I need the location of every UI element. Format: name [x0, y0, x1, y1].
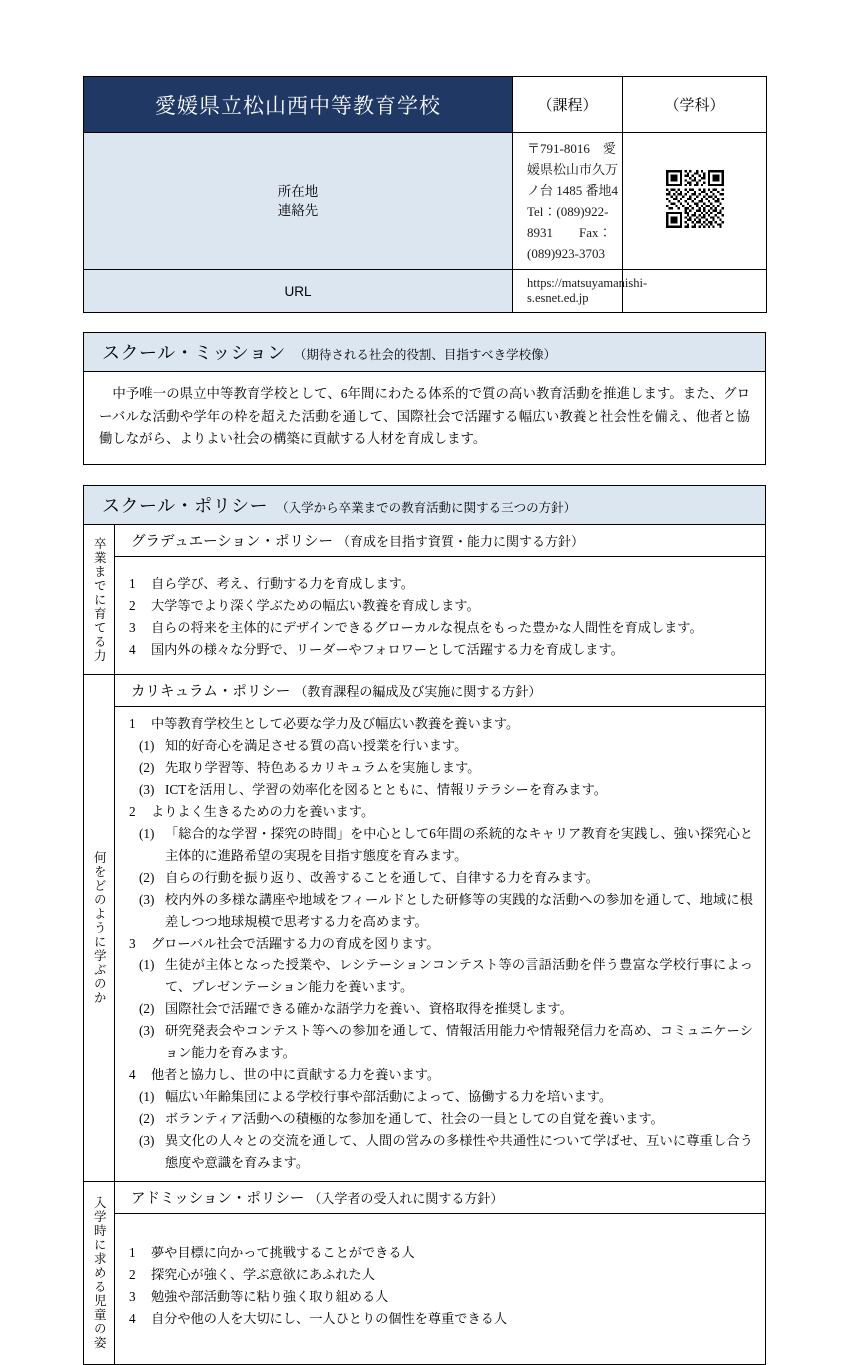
header-address-row — [84, 133, 767, 270]
item-text: 先取り学習等、特色あるカリキュラムを実施します。 — [165, 760, 481, 776]
course-cell — [513, 77, 623, 133]
item-text: 大学等でより深く学ぶための幅広い教養を育成します。 — [151, 597, 480, 613]
list-item — [129, 933, 753, 955]
address-line-2: Tel：(089)922-8931 Fax：(089)923-3703 — [527, 204, 612, 262]
school-policy-subtitle: （入学から卒業までの教育活動に関する三つの方針） — [276, 500, 577, 515]
address-line-1: 〒791-8016 愛媛県松山市久万ノ台 1485 番地4 — [527, 141, 619, 199]
item-text: グローバル社会で活躍する力の育成を図ります。 — [151, 935, 440, 951]
list-item — [129, 1286, 753, 1308]
list-item — [129, 639, 753, 661]
item-number: 1 — [129, 1245, 136, 1261]
graduation-policy-content — [115, 525, 766, 675]
item-number: 3 — [129, 619, 136, 635]
url-label-cell — [84, 270, 513, 313]
item-text: 生徒が主体となった授業や、レシテーションコンテスト等の言語活動を伴う豊富な学校行事によって、プレゼンテーション能力を養います。 — [165, 957, 753, 995]
item-text: 自ら学び、考え、行動する力を育成します。 — [151, 575, 414, 591]
item-number: (2) — [139, 869, 155, 885]
graduation-policy-heading — [115, 525, 765, 557]
list-item — [129, 617, 753, 639]
admission-policy-heading-sub: （入学者の受入れに関する方針） — [308, 1191, 504, 1207]
graduation-policy-heading-sub: （育成を目指す資質・能力に関する方針） — [336, 533, 584, 549]
address-label-line1: 所在地 — [277, 183, 319, 199]
list-item — [129, 998, 753, 1020]
list-item — [129, 801, 753, 823]
list-item — [129, 595, 753, 617]
item-number: 4 — [129, 1311, 136, 1327]
item-number: (1) — [139, 738, 155, 754]
address-label-cell — [84, 133, 513, 270]
spacer-after-mission — [83, 465, 766, 485]
item-text: 他者と協力し、世の中に貢献する力を養います。 — [151, 1066, 441, 1082]
list-item — [129, 954, 753, 998]
school-policy-banner-box — [83, 485, 766, 525]
curriculum-policy-heading — [115, 675, 765, 707]
item-text: 国内外の様々な分野で、リーダーやフォロワーとして活躍する力を育成します。 — [151, 641, 624, 657]
header-url-row — [84, 270, 767, 313]
course-label: （課程） — [537, 97, 598, 114]
admission-policy-heading-main: アドミッション・ポリシー — [131, 1191, 305, 1208]
graduation-policy-heading-main: グラデュエーション・ポリシー — [131, 533, 333, 550]
admission-policy-heading — [115, 1182, 765, 1214]
qr-code-icon — [666, 170, 724, 228]
list-item — [129, 1130, 753, 1174]
item-number: 1 — [129, 575, 136, 591]
admission-vertical-label: 入学時に求める児童の姿 — [92, 1196, 107, 1351]
item-text: 探究心が強く、学ぶ意欲にあふれた人 — [151, 1267, 375, 1283]
list-item — [129, 867, 753, 889]
list-item — [129, 1064, 753, 1086]
list-item — [129, 713, 753, 735]
item-text: ICTを活用し、学習の効率化を図るとともに、情報リテラシーを育みます。 — [165, 782, 607, 798]
school-policy-table — [83, 525, 766, 1365]
list-item — [129, 1264, 753, 1286]
graduation-vertical-label: 卒業までに育てる力 — [92, 536, 107, 663]
curriculum-policy-content — [115, 675, 766, 1182]
school-url[interactable]: https://matsuyamanishi-s.esnet.ed.jp — [527, 276, 648, 306]
school-policy-title: スクール・ポリシー — [102, 495, 269, 516]
item-text: 幅広い年齢集団による学校行事や部活動によって、協働する力を培います。 — [165, 1088, 613, 1104]
admission-vertical-label-cell — [84, 1182, 115, 1365]
list-item — [129, 1308, 753, 1330]
curriculum-vertical-label: 何をどのように学ぶのか — [92, 851, 107, 1006]
item-text: 校内外の多様な講座や地域をフィールドとした研修等の実践的な活動への参加を通して、地域に根差しつつ地球規模で思考する力を高めます。 — [165, 891, 753, 929]
school-name: 愛媛県立松山西中等教育学校 — [155, 94, 441, 118]
url-label: URL — [284, 283, 312, 299]
item-number: (2) — [139, 1110, 155, 1126]
address-label-line2: 連絡先 — [277, 203, 319, 219]
url-value-cell — [513, 270, 648, 313]
item-number: (3) — [139, 782, 155, 798]
item-text: 自らの将来を主体的にデザインできるグローカルな視点をもった豊かな人間性を育成します。 — [151, 619, 703, 635]
graduation-vertical-label-cell — [84, 525, 115, 675]
list-item — [129, 735, 753, 757]
item-text: 国際社会で活躍できる確かな語学力を養い、資格取得を推奨します。 — [165, 1001, 573, 1017]
school-policy-banner — [84, 486, 765, 525]
item-text: ボランティア活動への積極的な参加を通して、社会の一員としての自覚を養います。 — [165, 1110, 664, 1126]
item-number: (3) — [139, 891, 155, 907]
list-item — [129, 1108, 753, 1130]
item-text: 知的好奇心を満足させる質の高い授業を行います。 — [165, 738, 468, 754]
curriculum-vertical-label-cell — [84, 675, 115, 1182]
graduation-policy-list — [115, 557, 765, 675]
list-item — [129, 1020, 753, 1064]
item-number: 1 — [129, 716, 136, 732]
qr-code-cell — [623, 133, 767, 270]
list-item — [129, 823, 753, 867]
item-number: (2) — [139, 760, 155, 776]
item-number: (2) — [139, 1001, 155, 1017]
curriculum-policy-row — [84, 675, 766, 1182]
item-text: 研究発表会やコンテスト等への参加を通して、情報活用能力や情報発信力を高め、コミュニケーション能力を育みます。 — [165, 1023, 753, 1061]
item-number: (1) — [139, 1088, 155, 1104]
school-mission-section — [83, 332, 766, 465]
item-text: 自分や他の人を大切にし、一人ひとりの個性を尊重できる人 — [151, 1311, 508, 1327]
item-text: 夢や目標に向かって挑戦することができる人 — [151, 1245, 415, 1261]
item-number: 3 — [129, 1289, 136, 1305]
list-item — [129, 1086, 753, 1108]
item-number: 4 — [129, 1066, 136, 1082]
item-number: 4 — [129, 641, 136, 657]
department-label: （学科） — [664, 97, 725, 114]
item-number: 2 — [129, 597, 136, 613]
spacer-after-header — [83, 313, 766, 332]
curriculum-policy-list — [115, 707, 765, 1181]
list-item — [129, 889, 753, 933]
curriculum-policy-heading-sub: （教育課程の編成及び実施に関する方針） — [294, 684, 542, 700]
curriculum-policy-heading-main: カリキュラム・ポリシー — [131, 684, 291, 701]
admission-policy-content — [115, 1182, 766, 1365]
school-name-cell — [84, 77, 513, 133]
item-text: 勉強や部活動等に粘り強く取り組める人 — [151, 1289, 389, 1305]
address-value-cell — [513, 133, 623, 270]
item-number: (3) — [139, 1132, 155, 1148]
item-number: (3) — [139, 1023, 155, 1039]
item-text: 中等教育学校生として必要な学力及び幅広い教養を養います。 — [151, 716, 520, 732]
item-number: 3 — [129, 935, 136, 951]
school-header-table — [83, 76, 767, 313]
header-title-row — [84, 77, 767, 133]
list-item — [129, 573, 753, 595]
school-mission-title: スクール・ミッション — [102, 343, 286, 364]
list-item — [129, 1242, 753, 1264]
admission-policy-list — [115, 1214, 765, 1364]
item-text: よりよく生きるための力を養います。 — [151, 804, 375, 820]
department-cell — [623, 77, 767, 133]
item-text: 異文化の人々との交流を通して、人間の営みの多様性や共通性について学ばせ、互いに尊重し合う態度や意識を育みます。 — [165, 1132, 753, 1170]
item-text: 「総合的な学習・探究の時間」を中心として6年間の系統的なキャリア教育を実践し、強い探究心と主体的に進路希望の実現を目指す態度を育みます。 — [165, 825, 753, 863]
item-number: 2 — [129, 804, 136, 820]
list-item — [129, 757, 753, 779]
item-number: 2 — [129, 1267, 136, 1283]
school-mission-subtitle: （期待される社会的役割、目指すべき学校像） — [293, 348, 557, 363]
item-number: (1) — [139, 957, 155, 973]
item-text: 自らの行動を振り返り、改善することを通して、自律する力を育みます。 — [165, 869, 599, 885]
school-mission-banner — [84, 333, 765, 372]
list-item — [129, 779, 753, 801]
graduation-policy-row — [84, 525, 766, 675]
item-number: (1) — [139, 825, 155, 841]
admission-policy-row — [84, 1182, 766, 1365]
school-mission-body: 中予唯一の県立中等教育学校として、6年間にわたる体系的で質の高い教育活動を推進します。また、グローバルな活動や学年の枠を超えた活動を通して、国際社会で活躍する幅広い教養と社会性を備え、他者と協働しながら、よりよい社会の構築に貢献する人材を育成します。 — [99, 386, 750, 447]
